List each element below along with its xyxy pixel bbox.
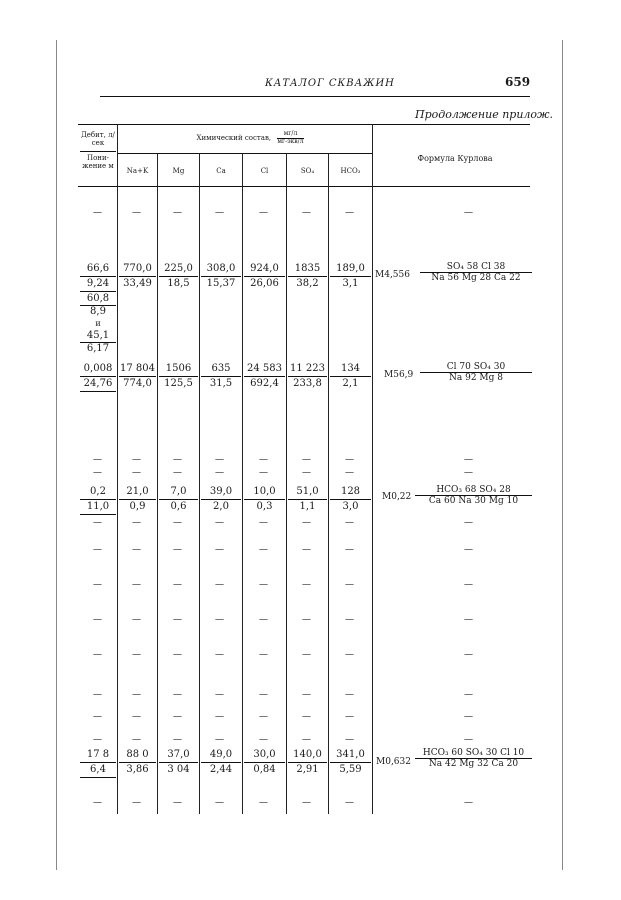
empty-dash: —: [93, 650, 102, 660]
table-header-rule: [78, 186, 530, 187]
empty-dash: —: [345, 615, 354, 625]
empty-dash: —: [93, 518, 102, 528]
row2-mg: 1506 125,5: [159, 362, 198, 391]
row3-mineralization: M0,22: [382, 492, 412, 502]
page-right-edge: [562, 40, 563, 870]
empty-dash: —: [215, 545, 224, 555]
empty-dash: —: [259, 650, 268, 660]
empty-formula-dash: —: [464, 455, 473, 465]
empty-dash: —: [345, 455, 354, 465]
header-rule: [100, 96, 530, 97]
empty-dash: —: [302, 580, 311, 590]
empty-formula-dash: —: [464, 615, 473, 625]
empty-formula-dash: —: [464, 580, 473, 590]
empty-formula-dash: —: [464, 208, 473, 218]
row4-formula: HCO₃ 60 SO₄ 30 Cl 10 Na 42 Mg 32 Ca 20: [415, 748, 532, 769]
row4-mineralization: M0,632: [376, 757, 411, 767]
empty-dash: —: [93, 455, 102, 465]
empty-dash: —: [215, 455, 224, 465]
row4-mg: 37,0 3 04: [159, 748, 198, 777]
empty-formula-dash: —: [464, 712, 473, 722]
row4-so4: 140,0 2,91: [288, 748, 327, 777]
debit-divider: [80, 151, 116, 152]
empty-dash: —: [302, 545, 311, 555]
empty-dash: —: [302, 468, 311, 478]
empty-dash: —: [173, 798, 182, 808]
row1-cl: 924,0 26,06: [244, 262, 285, 291]
empty-dash: —: [132, 650, 141, 660]
row1-ca: 308,0 15,37: [201, 262, 241, 291]
row1-hco3: 189,0 3,1: [330, 262, 371, 291]
empty-dash: —: [302, 455, 311, 465]
empty-dash: —: [173, 545, 182, 555]
row1-debit: 66,6 9,24: [80, 262, 116, 292]
empty-dash: —: [215, 650, 224, 660]
empty-dash: —: [302, 615, 311, 625]
header-so4: SO₄: [300, 167, 315, 175]
empty-dash: —: [93, 208, 102, 218]
empty-dash: —: [259, 735, 268, 745]
empty-dash: —: [345, 580, 354, 590]
empty-dash: —: [302, 518, 311, 528]
continuation-note: Продолжение прилож.: [415, 108, 554, 121]
empty-dash: —: [302, 690, 311, 700]
empty-dash: —: [132, 468, 141, 478]
empty-formula-dash: —: [464, 735, 473, 745]
header-chem: [150, 131, 350, 145]
empty-dash: —: [215, 208, 224, 218]
empty-dash: —: [173, 580, 182, 590]
empty-dash: —: [259, 712, 268, 722]
chem-title: Химический состав,: [196, 134, 272, 143]
empty-formula-dash: —: [464, 545, 473, 555]
empty-dash: —: [259, 468, 268, 478]
running-title: КАТАЛОГ СКВАЖИН: [265, 78, 395, 89]
empty-dash: —: [132, 798, 141, 808]
row3-ca: 39,0 2,0: [201, 485, 241, 514]
col-line: [242, 153, 243, 814]
empty-dash: —: [173, 712, 182, 722]
empty-dash: —: [173, 735, 182, 745]
header-debit: Дебит, л/сек: [81, 131, 115, 147]
empty-dash: —: [215, 712, 224, 722]
empty-formula-dash: —: [464, 468, 473, 478]
empty-dash: —: [259, 455, 268, 465]
empty-formula-dash: —: [464, 690, 473, 700]
empty-dash: —: [302, 735, 311, 745]
empty-dash: —: [93, 468, 102, 478]
row2-hco3: 134 2,1: [330, 362, 371, 391]
row3-formula: HCO₃ 68 SO₄ 28 Ca 60 Na 30 Mg 10: [415, 485, 532, 506]
empty-dash: —: [93, 690, 102, 700]
empty-dash: —: [173, 690, 182, 700]
col-line: [199, 153, 200, 814]
empty-dash: —: [345, 468, 354, 478]
header-formula: Формула Курлова: [417, 154, 493, 163]
row3-so4: 51,0 1,1: [288, 485, 327, 514]
col-line: [286, 153, 287, 814]
row4-nak: 88 0 3,86: [119, 748, 156, 777]
col-line: [372, 124, 373, 814]
empty-dash: —: [132, 518, 141, 528]
col-line: [157, 153, 158, 814]
row4-debit: 17 8 6,4: [80, 748, 116, 778]
empty-dash: —: [173, 615, 182, 625]
empty-dash: —: [259, 545, 268, 555]
empty-formula-dash: —: [464, 798, 473, 808]
empty-dash: —: [173, 650, 182, 660]
empty-dash: —: [215, 615, 224, 625]
row2-mineralization: M56,9: [384, 370, 414, 380]
empty-dash: —: [302, 798, 311, 808]
empty-dash: —: [132, 712, 141, 722]
empty-dash: —: [132, 545, 141, 555]
row2-so4: 11 223 233,8: [290, 363, 325, 389]
empty-dash: —: [132, 208, 141, 218]
row4-ca: 49,0 2,44: [201, 748, 241, 777]
empty-dash: —: [259, 518, 268, 528]
units-bottom: мг-экв/л: [277, 137, 304, 145]
row3-nak: 21,0 0,9: [119, 485, 156, 514]
empty-dash: —: [93, 798, 102, 808]
empty-dash: —: [93, 580, 102, 590]
header-hco3: HCO₃: [340, 167, 361, 175]
empty-dash: —: [302, 712, 311, 722]
empty-dash: —: [345, 208, 354, 218]
empty-dash: —: [215, 468, 224, 478]
empty-dash: —: [302, 650, 311, 660]
row1-mg: 225,0 18,5: [159, 262, 198, 291]
empty-dash: —: [215, 690, 224, 700]
empty-dash: —: [173, 455, 182, 465]
header-cl: Cl: [260, 167, 269, 175]
empty-dash: —: [259, 798, 268, 808]
row2-cl: 24 583 692,4: [244, 362, 285, 391]
row3-cl: 10,0 0,3: [244, 485, 285, 514]
empty-dash: —: [345, 712, 354, 722]
header-drawdown: Пони-жение м: [82, 154, 114, 170]
row4-cl: 30,0 0,84: [244, 748, 285, 777]
empty-dash: —: [132, 690, 141, 700]
empty-dash: —: [93, 545, 102, 555]
empty-dash: —: [132, 735, 141, 745]
empty-dash: —: [132, 615, 141, 625]
empty-dash: —: [215, 518, 224, 528]
row1-mineralization: M4,556: [375, 270, 410, 280]
col-line: [117, 124, 118, 814]
header-ca: Ca: [216, 167, 226, 175]
row1b-values: 60,8 8,9 и 45,1 6,17: [80, 293, 116, 355]
empty-dash: —: [345, 798, 354, 808]
row1-formula: SO₄ 58 Cl 38 Na 56 Mg 28 Ca 22: [420, 262, 532, 283]
row1-nak: 770,0 33,49: [119, 262, 156, 291]
empty-dash: —: [215, 798, 224, 808]
page-left-edge: [56, 40, 57, 870]
row3-debit: 0,2 11,0: [80, 485, 116, 515]
empty-dash: —: [173, 468, 182, 478]
page-number: 659: [505, 75, 531, 89]
row2-debit: 0,008 24,76: [80, 362, 116, 392]
empty-formula-dash: —: [464, 650, 473, 660]
empty-dash: —: [345, 545, 354, 555]
empty-dash: —: [302, 208, 311, 218]
header-nak: Na+K: [126, 167, 149, 175]
row2-nak: 17 804 774,0: [120, 363, 155, 389]
row3-hco3: 128 3,0: [330, 485, 371, 514]
empty-dash: —: [93, 735, 102, 745]
empty-dash: —: [132, 580, 141, 590]
col-line: [328, 153, 329, 814]
empty-dash: —: [93, 615, 102, 625]
empty-dash: —: [345, 650, 354, 660]
empty-dash: —: [259, 580, 268, 590]
row1-so4: 1835 38,2: [288, 262, 327, 291]
empty-dash: —: [259, 208, 268, 218]
empty-dash: —: [215, 735, 224, 745]
empty-dash: —: [132, 455, 141, 465]
table-top-rule: [78, 124, 530, 125]
empty-dash: —: [259, 690, 268, 700]
empty-dash: —: [345, 518, 354, 528]
row2-formula: Cl 70 SO₄ 30 Na 92 Mg 8: [420, 362, 532, 383]
header-mg: Mg: [172, 167, 185, 175]
empty-dash: —: [93, 712, 102, 722]
empty-dash: —: [173, 208, 182, 218]
row2-ca: 635 31,5: [201, 362, 241, 391]
empty-dash: —: [173, 518, 182, 528]
empty-formula-dash: —: [464, 518, 473, 528]
row4-hco3: 341,0 5,59: [330, 748, 371, 777]
empty-dash: —: [345, 690, 354, 700]
empty-dash: —: [215, 580, 224, 590]
row3-mg: 7,0 0,6: [159, 485, 198, 514]
empty-dash: —: [259, 615, 268, 625]
units-top: мг/л: [277, 131, 303, 139]
empty-dash: —: [345, 735, 354, 745]
